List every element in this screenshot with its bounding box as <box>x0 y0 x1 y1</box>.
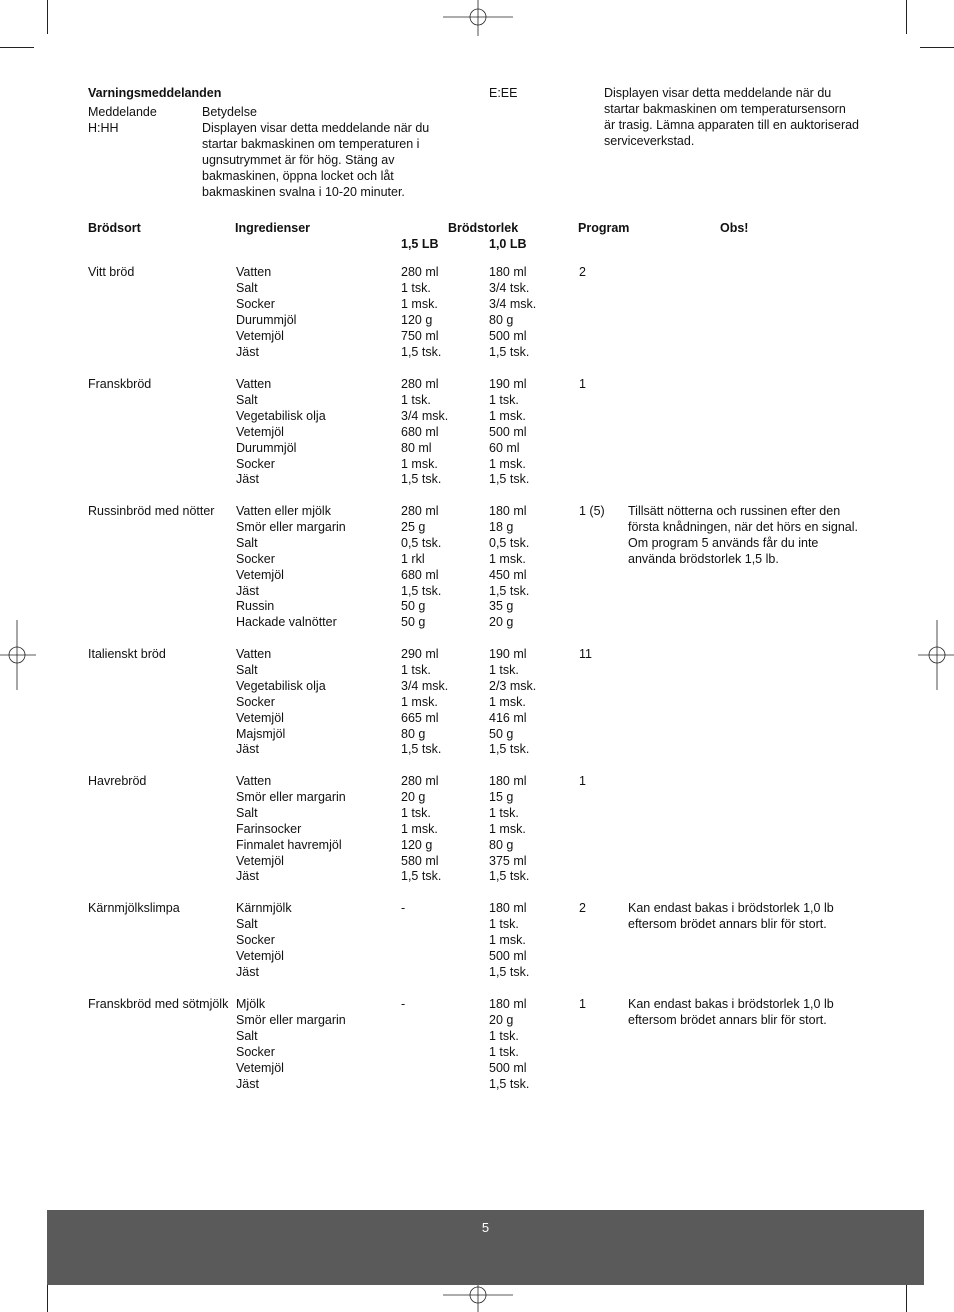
row-program: 2 <box>579 265 586 279</box>
row-amount-small: 190 ml 1 tsk. 2/3 msk. 1 msk. 416 ml 50 g 1,5 tsk. <box>489 647 537 757</box>
row-amount-large: 280 ml 20 g 1 tsk. 1 msk. 120 g 580 ml 1,5 tsk. <box>401 774 442 884</box>
row-amount-large: 290 ml 1 tsk. 3/4 msk. 1 msk. 665 ml 80 g 1,5 tsk. <box>401 647 449 757</box>
row-ingredients: Vatten Salt Vegetabilisk olja Socker Vetemjöl Majsmjöl Jäst <box>236 647 326 757</box>
row-note: Kan endast bakas i brödstorlek 1,0 lb eftersom brödet annars blir för stort. <box>628 901 834 931</box>
header-program: Program <box>578 221 630 235</box>
row-amount-large: - <box>401 901 406 915</box>
row-amount-small: 180 ml 3/4 tsk. 3/4 msk. 80 g 500 ml 1,5 tsk. <box>489 265 537 359</box>
row-amount-small: 180 ml 20 g 1 tsk. 1 tsk. 500 ml 1,5 tsk. <box>489 997 530 1091</box>
row-amount-small: 180 ml 1 tsk. 1 msk. 500 ml 1,5 tsk. <box>489 901 530 979</box>
row-amount-small: 180 ml 15 g 1 tsk. 1 msk. 80 g 375 ml 1,5 tsk. <box>489 774 530 884</box>
warnings-col-message: Meddelande <box>88 105 157 119</box>
header-bread-type: Brödsort <box>88 221 141 235</box>
row-note: Kan endast bakas i brödstorlek 1,0 lb eftersom brödet annars blir för stort. <box>628 997 834 1027</box>
header-note: Obs! <box>720 221 749 235</box>
row-ingredients: Mjölk Smör eller margarin Salt Socker Vetemjöl Jäst <box>236 997 346 1091</box>
header-ingredients: Ingredienser <box>235 221 311 235</box>
header-size-small: 1,0 LB <box>489 237 527 251</box>
row-bread-name: Havrebröd <box>88 774 147 788</box>
footer-bar <box>47 1210 924 1285</box>
registration-mark-icon <box>443 0 513 36</box>
row-note: Tillsätt nötterna och russinen efter den första knådningen, när det hörs en signal. Om program 5 används får du inte använda brödstorlek 1,5 lb. <box>628 504 859 566</box>
header-size-large: 1,5 LB <box>401 237 439 251</box>
warnings-heading: Varningsmeddelanden <box>88 86 222 100</box>
row-bread-name: Vitt bröd <box>88 265 135 279</box>
row-bread-name: Italienskt bröd <box>88 647 166 661</box>
row-amount-small: 180 ml 18 g 0,5 tsk. 1 msk. 450 ml 1,5 tsk. 35 g 20 g <box>489 504 530 630</box>
row-amount-large: 280 ml 25 g 0,5 tsk. 1 rkl 680 ml 1,5 tsk. 50 g 50 g <box>401 504 442 630</box>
row-bread-name: Kärnmjölkslimpa <box>88 901 180 915</box>
row-program: 1 <box>579 774 586 788</box>
row-bread-name: Franskbröd <box>88 377 152 391</box>
row-amount-large: 280 ml 1 tsk. 3/4 msk. 680 ml 80 ml 1 msk. 1,5 tsk. <box>401 377 449 487</box>
crop-mark <box>0 47 34 48</box>
row-program: 11 <box>579 647 592 661</box>
crop-mark <box>47 0 48 34</box>
row-program: 2 <box>579 901 586 915</box>
row-bread-name: Russinbröd med nötter <box>88 504 215 518</box>
row-ingredients: Vatten eller mjölk Smör eller margarin Salt Socker Vetemjöl Jäst Russin Hackade valnötter <box>236 504 346 630</box>
row-program: 1 <box>579 377 586 391</box>
row-program: 1 <box>579 997 586 1011</box>
row-amount-large: - <box>401 997 406 1011</box>
warning-text: Displayen visar detta meddelande när du startar bakmaskinen om temperaturen i ugnsutrymmet är för hög. Stäng av bakmaskinen, öppna locket och låt bakmaskinen svalna i 10-20 minuter. <box>202 121 430 199</box>
row-ingredients: Kärnmjölk Salt Socker Vetemjöl Jäst <box>236 901 292 979</box>
row-program: 1 (5) <box>579 504 605 518</box>
registration-mark-icon <box>918 620 954 690</box>
row-ingredients: Vatten Smör eller margarin Salt Farinsocker Finmalet havremjöl Vetemjöl Jäst <box>236 774 346 884</box>
warning-code: H:HH <box>88 121 119 135</box>
crop-mark <box>920 47 954 48</box>
warning-code: E:EE <box>489 86 518 100</box>
row-amount-small: 190 ml 1 tsk. 1 msk. 500 ml 60 ml 1 msk. 1,5 tsk. <box>489 377 530 487</box>
warnings-col-meaning: Betydelse <box>202 105 257 119</box>
warning-text: Displayen visar detta meddelande när du startar bakmaskinen om temperatursensorn är trasig. Lämna apparaten till en auktoriserad serviceverkstad. <box>604 86 860 148</box>
row-amount-large: 280 ml 1 tsk. 1 msk. 120 g 750 ml 1,5 tsk. <box>401 265 442 359</box>
page-number: 5 <box>481 1220 490 1235</box>
crop-mark <box>906 0 907 34</box>
header-bread-size: Brödstorlek <box>448 221 519 235</box>
row-bread-name: Franskbröd med sötmjölk <box>88 997 229 1011</box>
row-ingredients: Vatten Salt Vegetabilisk olja Vetemjöl Durummjöl Socker Jäst <box>236 377 326 487</box>
registration-mark-icon <box>0 620 36 690</box>
row-ingredients: Vatten Salt Socker Durummjöl Vetemjöl Jäst <box>236 265 297 359</box>
